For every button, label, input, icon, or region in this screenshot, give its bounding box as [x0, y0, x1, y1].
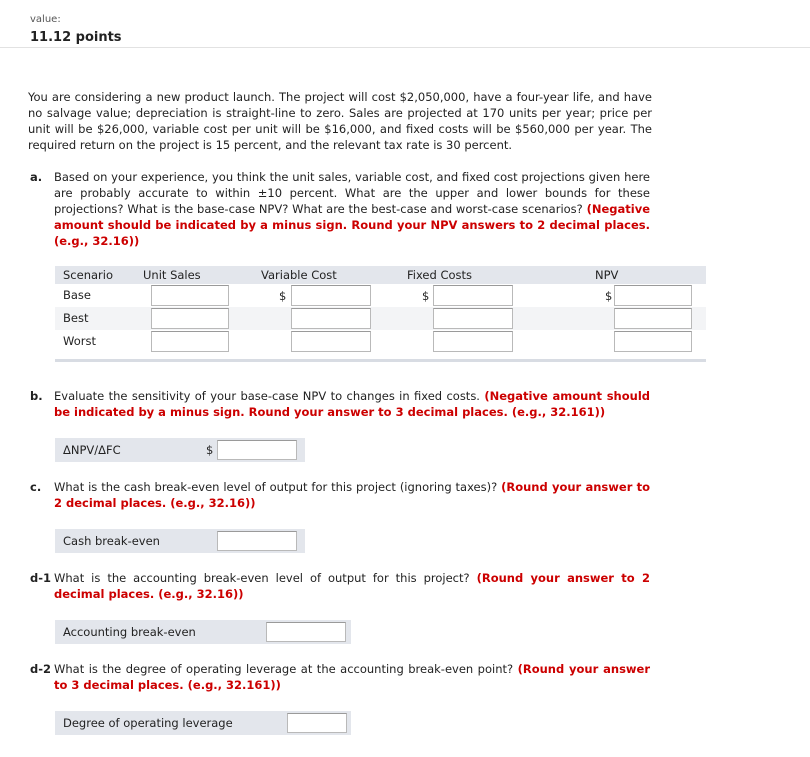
question-header — [0, 0, 810, 48]
question-instruction: (Negative amount should be indicated by a minus sign. Round your answer to 3 decimal places. (e.g., 32.161)) — [54, 389, 650, 419]
cash-break-even-input[interactable] — [217, 531, 297, 551]
row-label: Best — [63, 311, 89, 325]
table-row-worst — [55, 330, 706, 353]
points-value: 11.12 points — [30, 30, 122, 45]
row-label: Base — [63, 288, 92, 302]
question-instruction: (Round your answer to 2 decimal places. (e.g., 32.16)) — [54, 480, 651, 510]
worst-unit-sales-input[interactable] — [151, 331, 229, 352]
operating-leverage-field — [55, 711, 351, 735]
question-d1 — [30, 570, 650, 602]
question-text: What is the accounting break-even level of output for this project? — [54, 571, 470, 585]
best-npv-input[interactable] — [614, 308, 692, 329]
worst-npv-input[interactable] — [614, 331, 692, 352]
question-number: b. — [30, 389, 43, 403]
header-variable-cost: Variable Cost — [261, 268, 337, 282]
best-variable-cost-input[interactable] — [291, 308, 371, 329]
currency-symbol: $ — [206, 443, 214, 457]
currency-symbol: $ — [279, 289, 287, 303]
question-instruction: (Round your answer to 2 decimal places. (e.g., 32.16)) — [54, 571, 650, 601]
question-text: Evaluate the sensitivity of your base-case NPV to changes in fixed costs. — [54, 389, 480, 403]
currency-symbol: $ — [422, 289, 430, 303]
value-label: value: — [30, 14, 61, 25]
currency-symbol: $ — [605, 289, 613, 303]
table-bottom-rule — [55, 359, 706, 362]
question-number: d-1 — [30, 571, 52, 585]
question-instruction: (Negative amount should be indicated by a minus sign. Round your NPV answers to 2 decimal places. (e.g., 32.16)) — [54, 202, 651, 248]
field-label: ΔNPV/ΔFC — [63, 443, 121, 457]
question-text: Based on your experience, you think the unit sales, variable cost, and fixed cost projections given here are probably accurate to within ±10 percent. What are the upper and lower bounds for these projections? What is the base-case NPV? What are the best-case and worst-case scenarios? — [54, 170, 650, 216]
question-b — [30, 388, 650, 420]
table-row-base — [55, 284, 706, 307]
base-fixed-costs-input[interactable] — [433, 285, 513, 306]
problem-statement: You are considering a new product launch. The project will cost $2,050,000, have a four-year life, and have no salvage value; depreciation is straight-line to zero. Sales are projected at 170 units per year; price per unit will be $26,000, variable cost per unit will be $16,000, and fixed costs will be $560,000 per year. The required return on the project is 15 percent, and the relevant tax rate is 30 percent. — [28, 90, 652, 152]
field-label: Accounting break-even — [63, 625, 196, 639]
header-unit-sales: Unit Sales — [143, 268, 201, 282]
base-unit-sales-input[interactable] — [151, 285, 229, 306]
question-number: a. — [30, 170, 43, 184]
field-label: Degree of operating leverage — [63, 716, 233, 730]
base-npv-input[interactable] — [614, 285, 692, 306]
accounting-break-even-input[interactable] — [266, 622, 346, 642]
header-npv: NPV — [595, 268, 619, 282]
table-header — [55, 266, 706, 284]
best-fixed-costs-input[interactable] — [433, 308, 513, 329]
delta-npv-field — [55, 438, 305, 462]
operating-leverage-input[interactable] — [287, 713, 347, 733]
question-instruction: (Round your answer to 3 decimal places. (e.g., 32.161)) — [54, 662, 651, 692]
table-row-best — [55, 307, 706, 330]
question-a — [30, 169, 650, 249]
worst-variable-cost-input[interactable] — [291, 331, 371, 352]
question-number: c. — [30, 480, 42, 494]
question-d2 — [30, 661, 650, 693]
base-variable-cost-input[interactable] — [291, 285, 371, 306]
best-unit-sales-input[interactable] — [151, 308, 229, 329]
cash-break-even-field — [55, 529, 305, 553]
question-number: d-2 — [30, 662, 52, 676]
question-c — [30, 479, 650, 511]
accounting-break-even-field — [55, 620, 351, 644]
worst-fixed-costs-input[interactable] — [433, 331, 513, 352]
row-label: Worst — [63, 334, 96, 348]
header-fixed-costs: Fixed Costs — [407, 268, 473, 282]
delta-npv-input[interactable] — [217, 440, 297, 460]
field-label: Cash break-even — [63, 534, 160, 548]
question-text: What is the degree of operating leverage at the accounting break-even point? — [54, 662, 514, 676]
header-scenario: Scenario — [63, 268, 113, 282]
question-text: What is the cash break-even level of output for this project (ignoring taxes)? — [54, 480, 498, 494]
